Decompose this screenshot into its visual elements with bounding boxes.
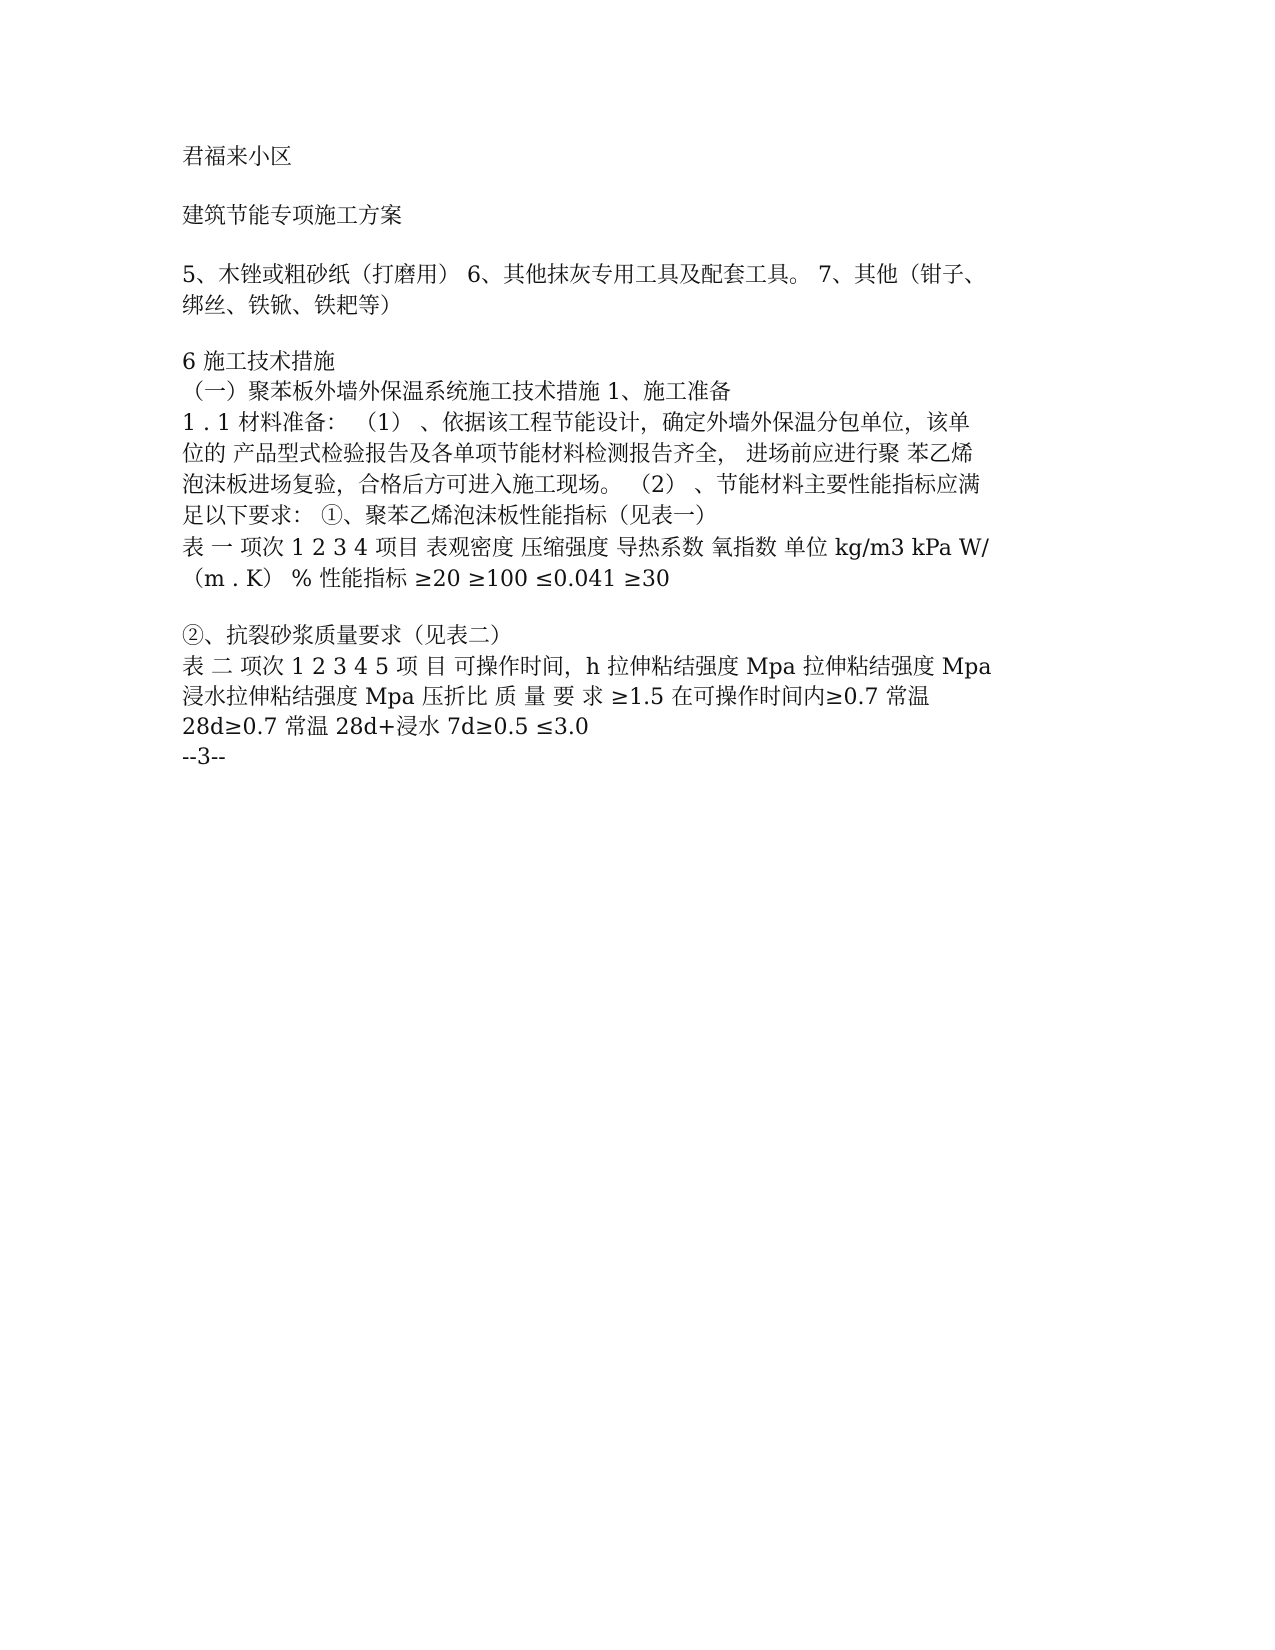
table2-line-2: 浸水拉伸粘结强度 Mpa 压折比 质 量 要 求 ≥1.5 在可操作时间内≥0.7 常温 (182, 685, 930, 710)
table2-line-3: 28d≥0.7 常温 28d+浸水 7d≥0.5 ≤3.0 (182, 715, 589, 740)
table1-text (182, 533, 1082, 595)
material-prep-line-3: 泡沫板进场复验，合格后方可进入施工现场。 （2） 、节能材料主要性能指标应满 (182, 473, 980, 498)
material-prep-line-4: 足以下要求： ①、聚苯乙烯泡沫板性能指标（见表一） (182, 504, 717, 529)
material-prep-paragraph (182, 408, 1082, 532)
page-number: --3-- (182, 745, 226, 770)
material-prep-line-2: 位的 产品型式检验报告及各单项节能材料检测报告齐全， 进场前应进行聚 苯乙烯 (182, 442, 973, 467)
table2-text (182, 653, 1082, 743)
table2-line-1: 表 二 项次 1 2 3 4 5 项 目 可操作时间，h 拉伸粘结强度 Mpa 拉伸粘结强度 Mpa (182, 655, 992, 680)
tools-line-1: 5、木锉或粗砂纸（打磨用） 6、其他抹灰专用工具及配套工具。 7、其他（钳子、 (182, 263, 986, 288)
table1-line-2: （m . K） % 性能指标 ≥20 ≥100 ≤0.041 ≥30 (182, 567, 670, 592)
mortar-heading: ②、抗裂砂浆质量要求（见表二） (182, 624, 513, 649)
section-heading: 6 施工技术措施 (182, 350, 335, 375)
project-name: 君福来小区 (182, 145, 293, 170)
section-subheading: （一）聚苯板外墙外保温系统施工技术措施 1、施工准备 (182, 380, 731, 405)
table1-line-1: 表 一 项次 1 2 3 4 项目 表观密度 压缩强度 导热系数 氧指数 单位 kg/m3 kPa W/ (182, 536, 989, 561)
document-title: 建筑节能专项施工方案 (182, 204, 403, 229)
material-prep-line-1: 1 . 1 材料准备： （1） 、依据该工程节能设计，确定外墙外保温分包单位，该单 (182, 411, 970, 436)
tools-paragraph (182, 260, 1082, 322)
tools-line-2: 绑丝、铁锨、铁耙等） (182, 294, 403, 319)
